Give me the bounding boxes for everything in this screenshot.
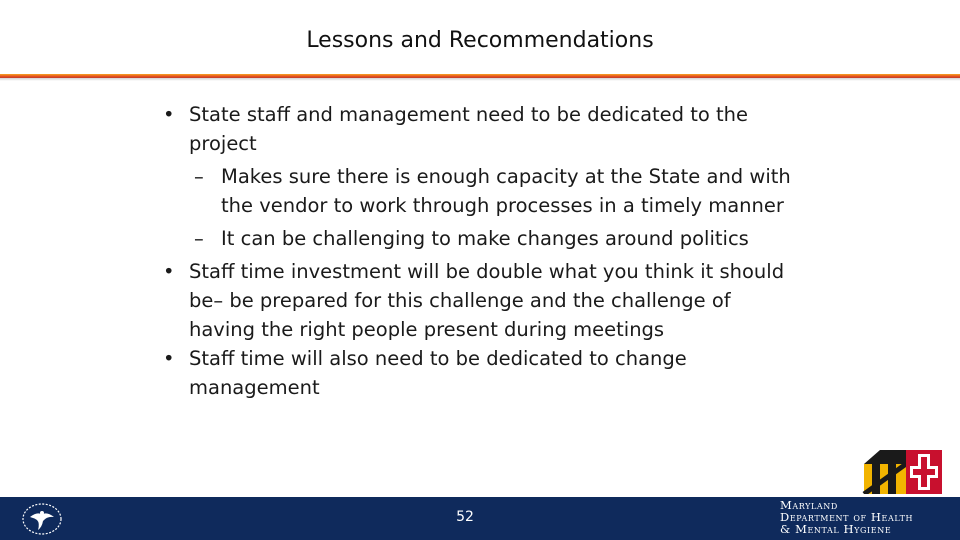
- page-number: 52: [456, 509, 474, 525]
- bullet-item: [160, 100, 800, 158]
- bullet-marker: •: [163, 347, 175, 370]
- agency-name: [780, 499, 955, 535]
- sub-bullet-item: [160, 162, 800, 220]
- agency-line-2: Department of Health: [780, 510, 914, 524]
- sub-bullet-marker: –: [194, 165, 204, 188]
- bullet-text: State staff and management need to be dedicated to the project: [189, 103, 749, 155]
- agency-line-1: Maryland: [780, 498, 838, 512]
- bullet-list: [160, 100, 800, 402]
- slide-title: Lessons and Recommendations: [306, 28, 654, 53]
- bullet-marker: •: [163, 260, 175, 283]
- bullet-marker: •: [163, 103, 175, 126]
- footer-bar: [0, 497, 960, 540]
- sub-bullet-text: It can be challenging to make changes around politics: [221, 227, 749, 250]
- title-underline-shadow: [0, 78, 960, 81]
- maryland-flag-logo: [858, 448, 948, 494]
- bullet-item: [160, 257, 800, 344]
- sub-bullet-marker: –: [194, 227, 204, 250]
- hhs-eagle-logo: [20, 501, 64, 537]
- bullet-item: [160, 344, 800, 402]
- sub-bullet-text: Makes sure there is enough capacity at the State and with the vendor to work through processes in a timely manner: [221, 165, 791, 217]
- bullet-text: Staff time investment will be double what you think it should be– be prepared for this challenge and the challenge of having the right people present during meetings: [189, 260, 785, 341]
- bullet-text: Staff time will also need to be dedicated to change management: [189, 347, 687, 399]
- sub-bullet-item: [160, 224, 800, 253]
- agency-line-3: & Mental Hygiene: [780, 522, 892, 536]
